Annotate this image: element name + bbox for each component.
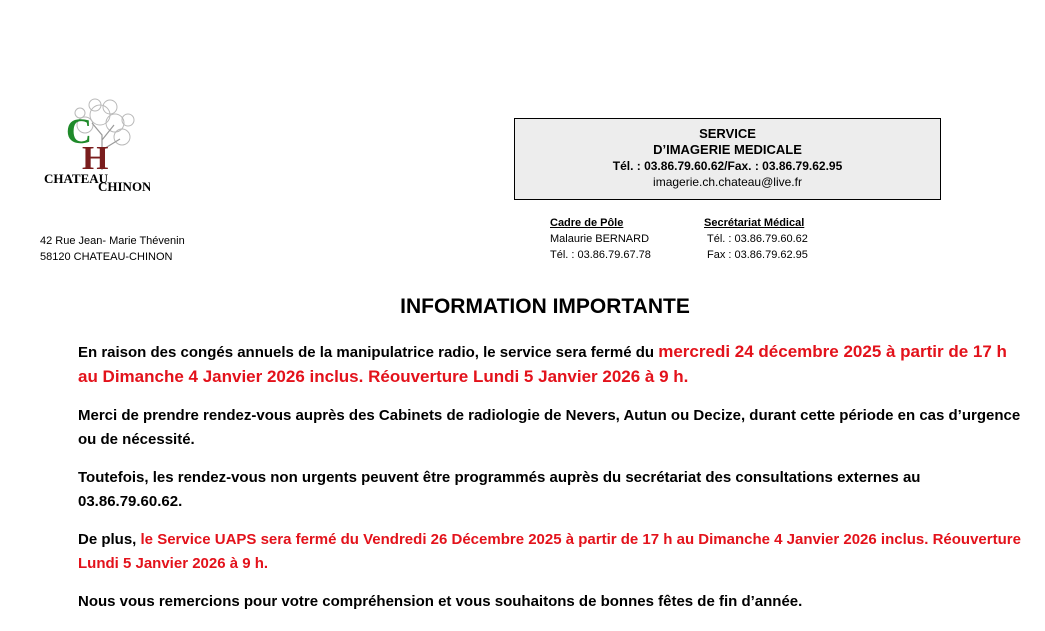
uaps-intro: De plus, <box>78 531 141 548</box>
paragraph-thanks: Nous vous remercions pour votre compréhension et vous souhaitons de bonnes fêtes de fin d’année. <box>78 593 803 610</box>
cadre-phone: Tél. : 03.86.79.67.78 <box>550 249 651 261</box>
cadre-heading: Cadre de Pôle <box>550 217 624 229</box>
cadre-name: Malaurie BERNARD <box>550 233 650 245</box>
cadre-contact <box>550 215 651 263</box>
address-block <box>40 233 185 265</box>
secretariat-fax: Fax : 03.86.79.62.95 <box>707 249 808 261</box>
paragraph-non-urgent: Toutefois, les rendez-vous non urgents peuvent être programmés auprès du secrétariat des consultations externes au 03.86.79.60.62. <box>78 469 921 510</box>
secretariat-heading: Secrétariat Médical <box>704 217 805 229</box>
paragraph-closure <box>78 340 1023 390</box>
closure-intro: En raison des congés annuels de la manipulatrice radio, le service sera fermé du <box>78 344 659 361</box>
logo-caption-left: CHATEAU <box>44 171 109 186</box>
closure-dates: mercredi 24 décembre 2025 à partir de 17 h au Dimanche 4 Janvier 2026 inclus. Réouverture Lundi 5 Janvier 2026 à 9 h. <box>78 342 1007 386</box>
secretariat-phone: Tél. : 03.86.79.60.62 <box>707 233 808 245</box>
address-city: 58120 CHATEAU-CHINON <box>40 251 173 263</box>
svg-text:C: C <box>66 111 92 151</box>
notice-body <box>78 340 1023 628</box>
tree-logo-icon <box>40 95 150 200</box>
paragraph-alternatives: Merci de prendre rendez-vous auprès des Cabinets de radiologie de Nevers, Autun ou Decize, durant cette période en cas d’urgence ou de nécessité. <box>78 407 1021 448</box>
secretariat-contact <box>704 215 808 263</box>
hospital-logo <box>40 95 150 200</box>
logo-caption-right: CHINON <box>98 179 150 194</box>
service-heading: SERVICE <box>699 126 756 141</box>
paragraph-uaps <box>78 528 1023 576</box>
uaps-closure: le Service UAPS sera fermé du Vendredi 26 Décembre 2025 à partir de 17 h au Dimanche 4 Janvier 2026 inclus. Réouverture Lundi 5 Janvier 2026 à 9 h. <box>78 531 1021 572</box>
service-box <box>514 118 941 200</box>
address-street: 42 Rue Jean- Marie Thévenin <box>40 235 185 247</box>
service-phone: Tél. : 03.86.79.60.62/Fax. : 03.86.79.62.95 <box>612 159 843 173</box>
service-email: imagerie.ch.chateau@live.fr <box>653 175 802 189</box>
service-subheading: D’IMAGERIE MEDICALE <box>653 142 802 157</box>
page-title: INFORMATION IMPORTANTE <box>400 295 690 318</box>
svg-text:H: H <box>82 140 109 177</box>
